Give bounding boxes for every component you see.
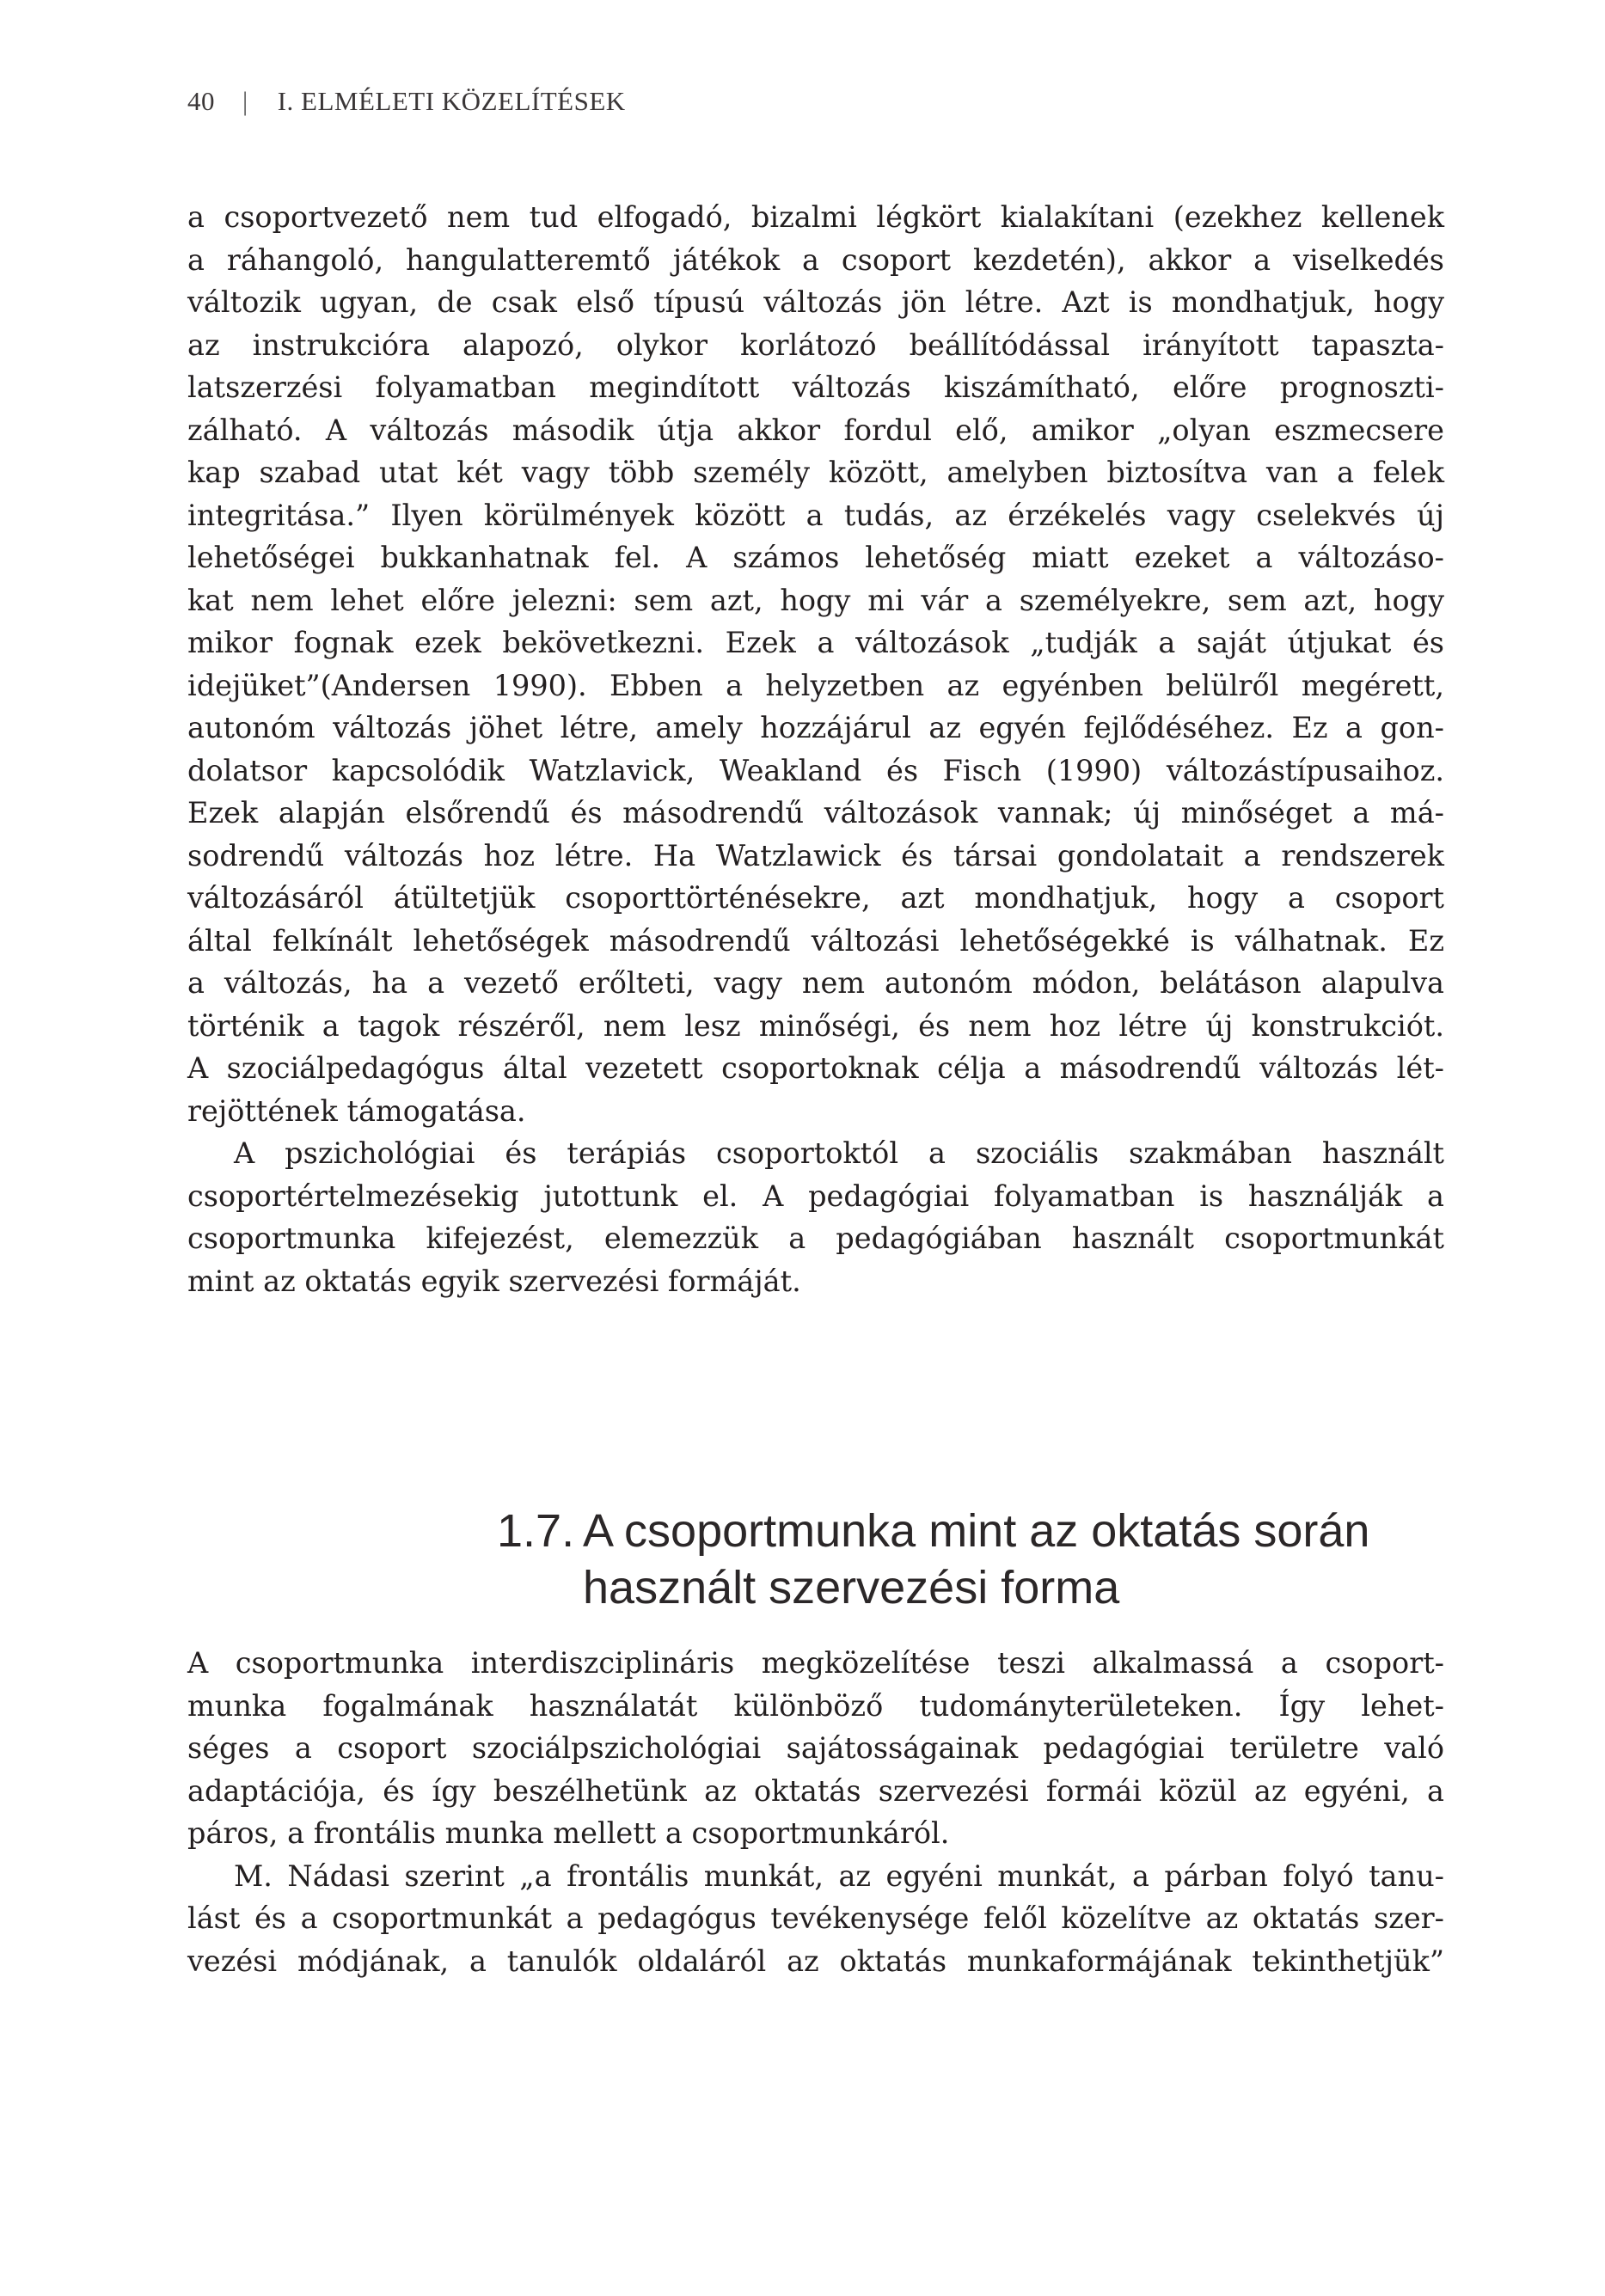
text-line: Ezek alapján elsőrendű és másodrendű változások vannak; új minőséget a má- (187, 796, 1444, 830)
text-line: A szociálpedagógus által vezetett csoportoknak célja a másodrendű változás lét- (187, 1051, 1444, 1085)
section-title-line-2: használt szervezési forma (583, 1562, 1120, 1613)
text-line: csoportértelmezésekig jutottunk el. A pedagógiai folyamatban is használják a (187, 1179, 1444, 1213)
text-line: sodrendű változás hoz létre. Ha Watzlawick és társai gondolatait a rendszerek (187, 838, 1444, 872)
running-head (187, 86, 626, 117)
text-line: latszerzési folyamatban megindított változás kiszámítható, előre prognoszti- (187, 370, 1444, 404)
text-line: lehetőségei bukkanhatnak fel. A számos lehetőség miatt ezeket a változáso- (187, 541, 1444, 574)
paragraph-section-intro (187, 1642, 1444, 1982)
text-line: páros, a frontális munka mellett a csoportmunkáról. (187, 1816, 950, 1850)
text-line: idejüket”(Andersen 1990). Ebben a helyzetben az egyénben belülről megérett, (187, 668, 1444, 702)
text-line: csoportmunka kifejezést, elemezzük a pedagógiában használt csoportmunkát (187, 1221, 1444, 1255)
text-line: A pszichológiai és terápiás csoportoktól a szociális szakmában használt (234, 1136, 1444, 1170)
section-number: 1.7. (497, 1505, 575, 1557)
text-line: által felkínált lehetőségek másodrendű változási lehetőségekké is válhatnak. Ez (187, 923, 1444, 958)
text-line: az instrukcióra alapozó, olykor korlátozó beállítódással irányított tapaszta- (187, 328, 1444, 362)
section-title-line-1: A csoportmunka mint az oktatás során (583, 1505, 1370, 1557)
paragraph-continued (187, 196, 1444, 1302)
text-line: mikor fognak ezek bekövetkezni. Ezek a változások „tudják a saját útjukat és (187, 626, 1444, 659)
section-heading (497, 1503, 1369, 1616)
running-head-separator: | (242, 86, 248, 116)
text-line: változásáról átültetjük csoporttörténésekre, azt mondhatjuk, hogy a csoport (187, 881, 1444, 915)
text-line: rejöttének támogatása. (187, 1093, 526, 1128)
text-line: M. Nádasi szerint „a frontális munkát, az egyéni munkát, a párban folyó tanu- (234, 1858, 1444, 1893)
text-line: séges a csoport szociálpszichológiai sajátosságainak pedagógiai területre való (187, 1731, 1444, 1765)
page-number: 40 (187, 86, 215, 116)
text-line: változik ugyan, de csak első típusú változás jön létre. Azt is mondhatjuk, hogy (187, 285, 1444, 319)
text-line: zálható. A változás második útja akkor fordul elő, amikor „olyan eszmecsere (187, 413, 1444, 447)
text-line: mint az oktatás egyik szervezési formáját. (187, 1264, 801, 1298)
text-line: dolatsor kapcsolódik Watzlavick, Weakland és Fisch (1990) változástípusaihoz. (187, 753, 1444, 787)
text-line: a csoportvezető nem tud elfogadó, bizalmi légkört kialakítani (ezekhez kellenek (187, 200, 1444, 234)
text-line: történik a tagok részéről, nem lesz minőségi, és nem hoz létre új konstrukciót. (187, 1008, 1444, 1043)
text-line: adaptációja, és így beszélhetünk az oktatás szervezési formái közül az egyéni, a (187, 1773, 1444, 1808)
text-line: A csoportmunka interdiszciplináris megközelítése teszi alkalmassá a csoport- (187, 1646, 1444, 1680)
text-line: munka fogalmának használatát különböző tudományterületeken. Így lehet- (187, 1688, 1444, 1723)
text-line: kat nem lehet előre jelezni: sem azt, hogy mi vár a személyekre, sem azt, hogy (187, 583, 1444, 617)
text-line: a változás, ha a vezető erőlteti, vagy nem autonóm módon, belátáson alapulva (187, 966, 1444, 1000)
text-line: a ráhangoló, hangulatteremtő játékok a csoport kezdetén), akkor a viselkedés (187, 242, 1444, 277)
running-head-title: I. ELMÉLETI KÖZELÍTÉSEK (277, 86, 626, 116)
text-line: integritása.” Ilyen körülmények között a tudás, az érzékelés vagy cselekvés új (187, 498, 1444, 532)
text-line: autonóm változás jöhet létre, amely hozzájárul az egyén fejlődéséhez. Ez a gon- (187, 711, 1444, 744)
text-line: vezési módjának, a tanulók oldaláról az oktatás munkaformájának tekinthetjük” (187, 1944, 1444, 1978)
text-line: lást és a csoportmunkát a pedagógus tevékenysége felől közelítve az oktatás szer- (187, 1901, 1444, 1935)
text-line: kap szabad utat két vagy több személy között, amelyben biztosítva van a felek (187, 456, 1444, 489)
